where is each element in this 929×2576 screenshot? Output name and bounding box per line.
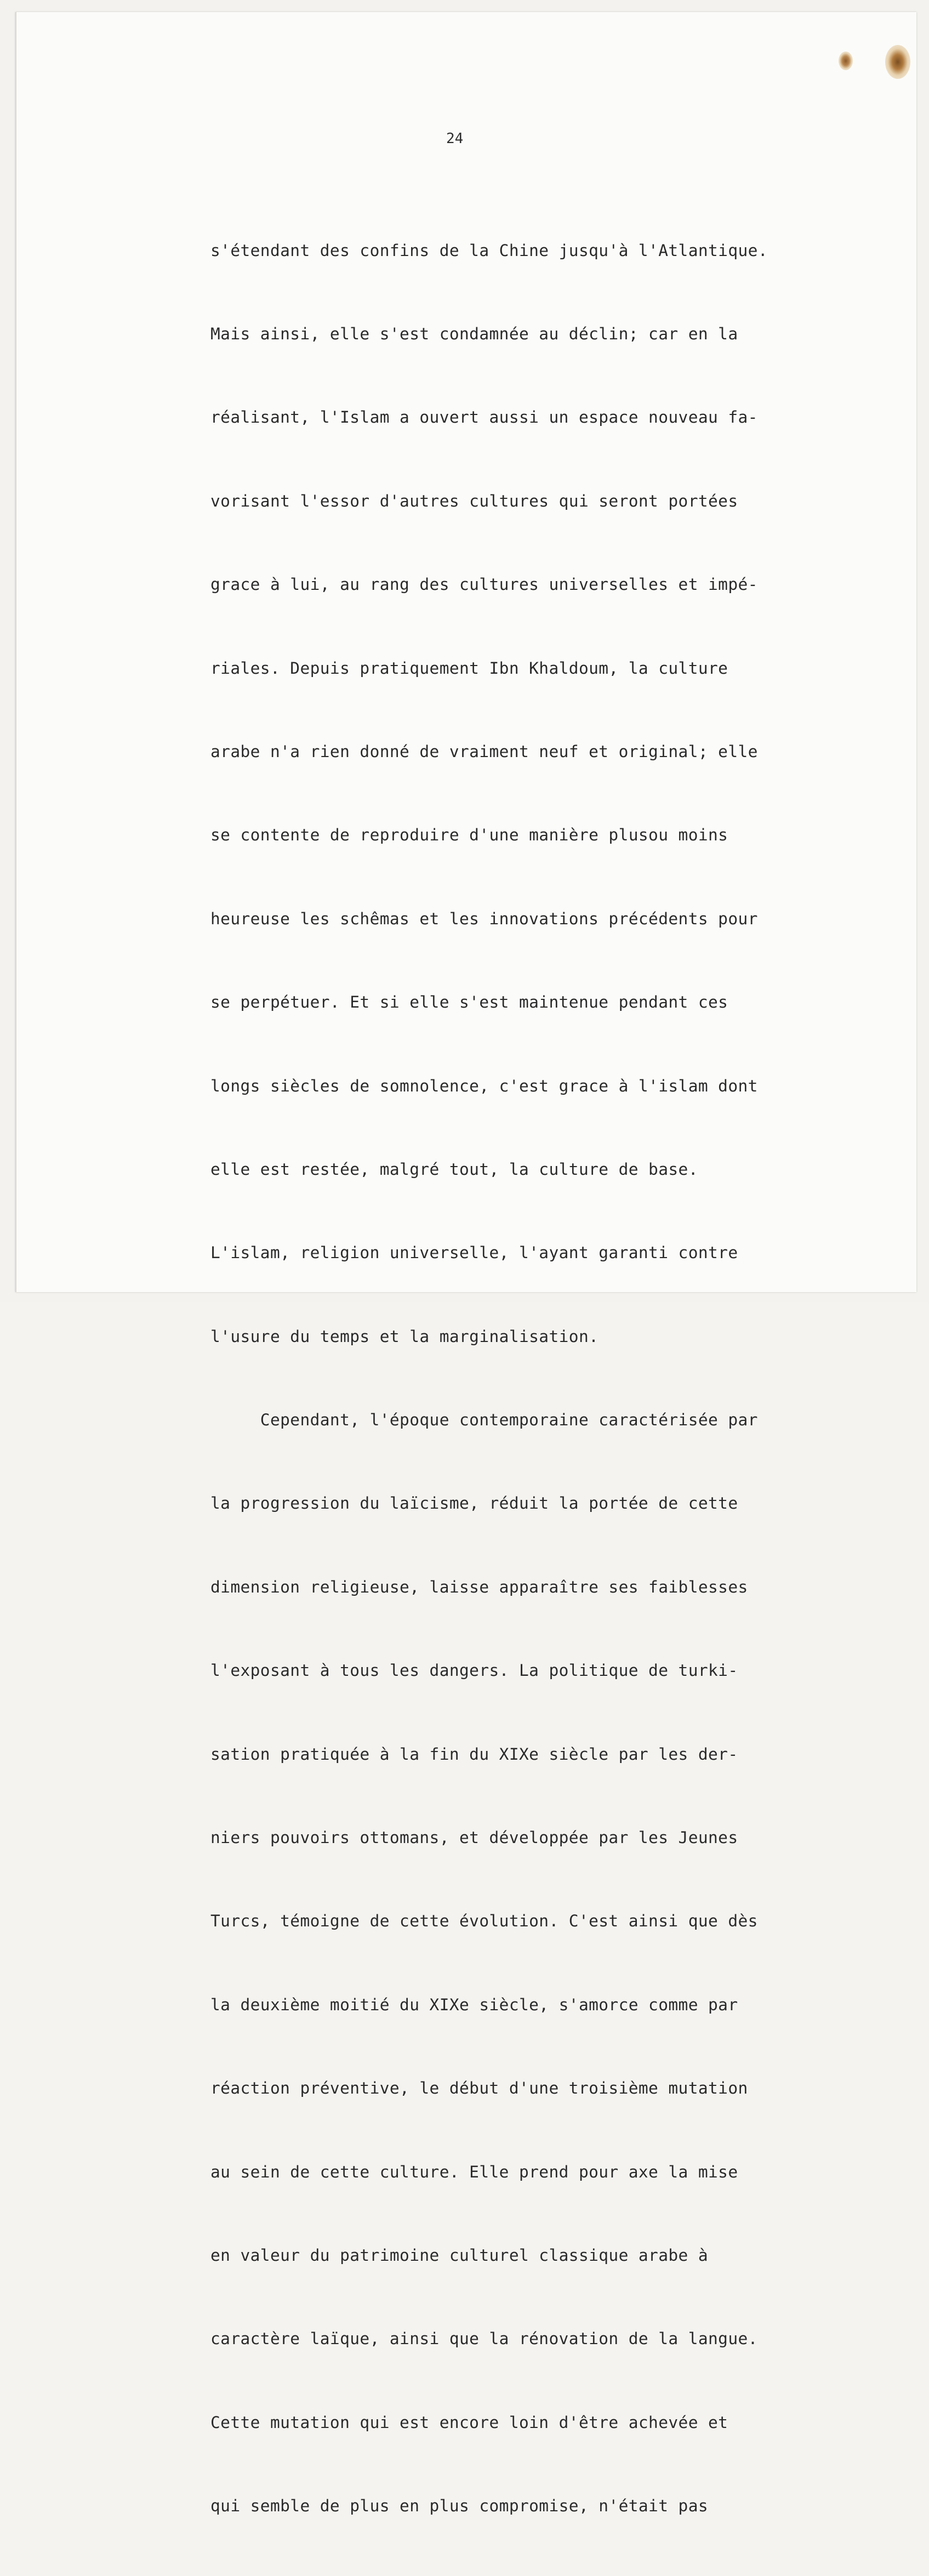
text-line: longs siècles de somnolence, c'est grace à l'islam dont [210, 1076, 758, 1095]
text-line: Cette mutation qui est encore loin d'être achevée et [210, 2413, 728, 2432]
text-line: heureuse les schêmas et les innovations précédents pour [210, 909, 758, 928]
text-line: vorisant l'essor d'autres cultures qui seront portées [210, 491, 738, 510]
text-line: grace à lui, au rang des cultures universelles et impé- [210, 575, 758, 594]
text-line: au sein de cette culture. Elle prend pour axe la mise [210, 2162, 738, 2181]
text-line: réalisant, l'Islam a ouvert aussi un espace nouveau fa- [210, 408, 758, 427]
page-number: 24 [446, 130, 464, 147]
text-line: niers pouvoirs ottomans, et développée par les Jeunes [210, 1828, 738, 1847]
text-line: arabe n'a rien donné de vraiment neuf et original; elle [210, 742, 758, 761]
text-line: Mais ainsi, elle s'est condamnée au déclin; car en la [210, 324, 738, 343]
stain-mark [839, 52, 853, 70]
text-line: s'étendant des confins de la Chine jusqu'à l'Atlantique. [210, 241, 768, 260]
text-line: l'usure du temps et la marginalisation. [210, 1327, 599, 1346]
stain-mark [885, 45, 910, 79]
body-text [210, 181, 835, 2576]
text-line: dimension religieuse, laisse apparaître ses faiblesses [210, 1577, 748, 1596]
text-line: en valeur du patrimoine culturel classique arabe à [210, 2245, 709, 2265]
text-line: la deuxième moitié du XIXe siècle, s'amorce comme par [210, 1995, 738, 2014]
text-line: se perpétuer. Et si elle s'est maintenue pendant ces [210, 993, 728, 1012]
text-line: réaction préventive, le début d'une troisième mutation [210, 2079, 748, 2098]
text-line: la progression du laïcisme, réduit la portée de cette [210, 1494, 738, 1513]
text-line: Cependant, l'époque contemporaine caractérisée par [210, 1411, 758, 1430]
text-line: se contente de reproduire d'une manière plusou moins [210, 826, 728, 845]
text-line: Turcs, témoigne de cette évolution. C'est ainsi que dès [210, 1912, 758, 1931]
text-line: L'islam, religion universelle, l'ayant garanti contre [210, 1243, 738, 1263]
text-line: l'exposant à tous les dangers. La politique de turki- [210, 1661, 738, 1680]
text-line: riales. Depuis pratiquement Ibn Khaldoum, la culture [210, 658, 728, 678]
text-line: elle est restée, malgré tout, la culture de base. [210, 1159, 698, 1179]
text-line: qui semble de plus en plus compromise, n'était pas [210, 2497, 709, 2516]
text-line: caractère laïque, ainsi que la rénovation de la langue. [210, 2329, 758, 2348]
text-line: sation pratiquée à la fin du XIXe siècle par les der- [210, 1744, 738, 1764]
